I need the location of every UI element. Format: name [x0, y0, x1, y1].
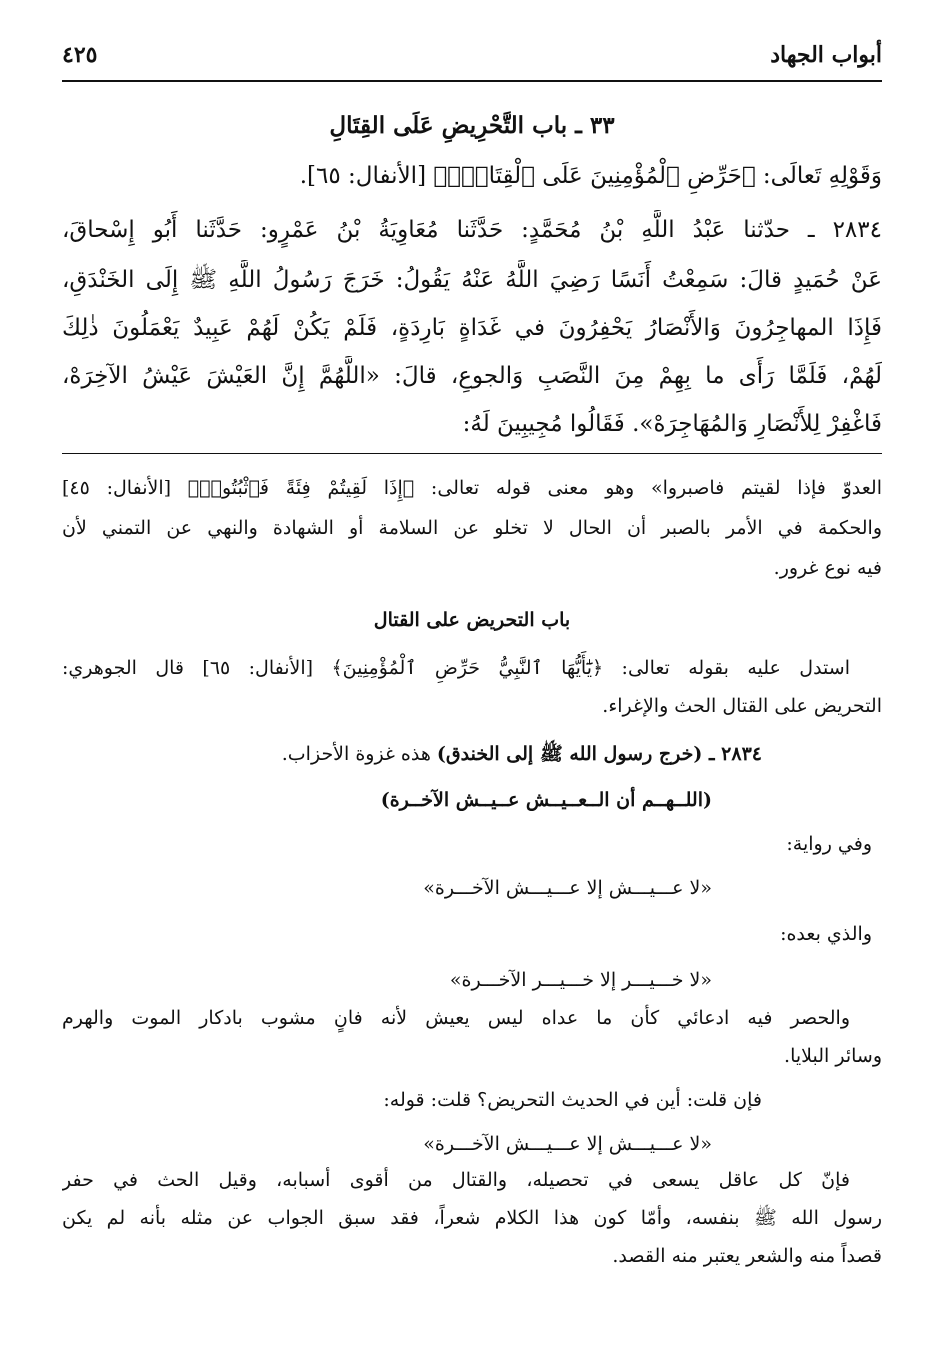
commentary-line: رسول الله ﷺ بنفسه، وأمّا كون هذا الكلام شعراً، فقد سبق الجواب عن مثله بأنه لم يكن — [62, 1207, 882, 1229]
page-header — [62, 40, 882, 82]
commentary-line: فإن قلت: أين في الحديث التحريض؟ قلت: قوله: — [383, 1089, 762, 1111]
footnote-separator — [62, 453, 882, 454]
main-line: عَنْ حُمَيدٍ قالَ: سَمِعْتُ أَنَسًا رَضِيَ اللَّهُ عَنْهُ يَقُولُ: خَرَجَ رَسُولُ اللَّهِ ﷺ إِلَى الخَنْدَقِ، — [62, 267, 882, 293]
verse-line: (اللــهــم أن الــعــيــش عــيــش الآخــرة) — [380, 789, 712, 811]
commentary-line: والحكمة في الأمر بالصبر أن الحال لا تخلو عن السلامة أو الشهادة والنهي عن التمني لأن — [62, 517, 882, 539]
commentary-line: وفي رواية: — [786, 833, 872, 855]
commentary-line: التحريض على القتال الحث والإغراء. — [602, 695, 882, 717]
running-title: أبواب الجهاد — [770, 42, 882, 68]
hadith-reference — [62, 736, 882, 772]
commentary — [62, 470, 882, 1290]
main-line: ٢٨٣٤ ـ حدّثنا عَبْدُ اللَّهِ بْنُ مُحَمَّدٍ: حَدَّثَنا مُعَاوِيَةُ بْنُ عَمْرٍو: حَدَّثَنا أَبُو إِسْحاقَ، — [62, 217, 882, 243]
commentary-line: وسائر البلايا. — [784, 1045, 882, 1067]
commentary-line: العدوّ فإذا لقيتم فاصبروا» وهو معنى قوله تعالى: ﴿إِذَا لَقِيتُمْ فِئَةً فَٱثْبُتُوا۟﴾ [الأنفال: ٤٥] — [62, 477, 882, 499]
commentary-line: فيه نوع غرور. — [773, 557, 882, 579]
section-title: باب التحريض على القتال — [373, 609, 571, 631]
verse-line: «لا عـــيـــش إلا عـــيـــش الآخـــرة» — [423, 1133, 712, 1155]
main-line: فَإِذَا المهاجِرُونَ وَالأَنْصَارُ يَحْفِرُونَ في غَدَاةٍ بَارِدَةٍ، فَلَمْ يَكُنْ لَهُمْ عَبِيدٌ يَعْمَلُونَ ذٰلِكَ — [62, 315, 882, 341]
commentary-line: استدل عليه بقوله تعالى: ﴿يَٰٓأَيُّهَا ٱلنَّبِيُّ حَرِّضِ ٱلْمُؤْمِنِينَ﴾ [الأنفال: ٦٥] قال الجوهري: — [62, 657, 850, 679]
hadith-reference-bold: ٢٨٣٤ ـ (خرج رسول الله ﷺ إلى الخندق) — [436, 743, 762, 765]
main-text — [62, 104, 882, 444]
commentary-line: قصداً منه والشعر يعتبر منه القصد. — [612, 1245, 882, 1267]
commentary-line: والذي بعده: — [780, 923, 872, 945]
main-line: وَقَوْلِهِ تَعالَى: ﴿حَرِّضِ ٱلْمُؤْمِنِينَ عَلَى ٱلْقِتَالِۚ﴾ [الأنفال: ٦٥]. — [299, 163, 882, 189]
hadith-reference-rest: هذه غزوة الأحزاب. — [281, 743, 437, 765]
main-line: فَاغْفِرْ لِلأَنْصَارِ وَالمُهَاجِرَهْ». فَقَالُوا مُجِيبِينَ لَهُ: — [462, 411, 882, 437]
page-number: ٤٢٥ — [62, 42, 98, 68]
main-line: لَهُمْ، فَلَمَّا رَأَى ما بِهِمْ مِنَ النَّصَبِ وَالجوعِ، قالَ: «اللَّهُمَّ إِنَّ العَيْشَ عَيْشُ الآخِرَهْ، — [62, 363, 882, 389]
commentary-line: والحصر فيه ادعائي كأن ما عداه ليس يعيش لأنه فانٍ مشوب بادكار الموت والهرم — [62, 1007, 850, 1029]
verse-line: «لا عـــيـــش إلا عـــيـــش الآخـــرة» — [423, 877, 712, 899]
commentary-line: فإنّ كل عاقل يسعى في تحصيله، والقتال من أقوى أسبابه، وقيل الحث في حفر — [62, 1169, 850, 1191]
verse-line: «لا خـــيـــر إلا خـــيـــر الآخـــرة» — [449, 969, 712, 991]
chapter-title: ٣٣ ـ باب التَّحْرِيضِ عَلَى القِتَالِ — [329, 112, 615, 139]
